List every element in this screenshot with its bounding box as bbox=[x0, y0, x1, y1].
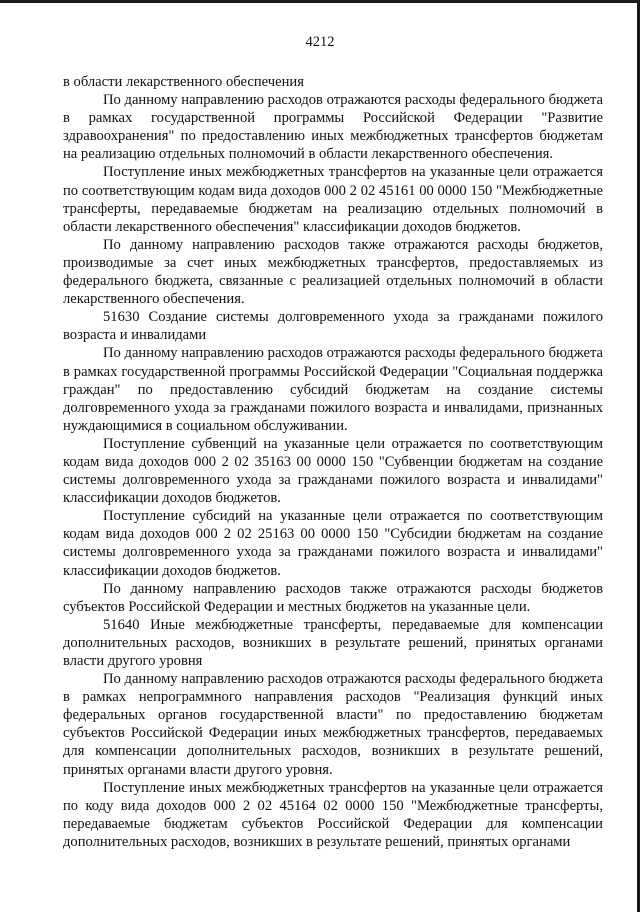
paragraph: По данному направлению расходов отражаются расходы федерального бюджета в рамках непрограммного направления расходов "Реализация функций иных федеральных органов государственной власти" по предоставлению бюджетам субъектов Российской Федерации иных межбюджетных трансфертов, передаваемых для компенсации дополнительных расходов, возникших в результате решений, принятых органами власти другого уровня. bbox=[63, 671, 603, 778]
paragraph: Поступление субсидий на указанные цели отражается по соответствующим кодам вида доходов 000 2 02 25163 00 0000 150 "Субсидии бюджетам на создание системы долговременного ухода за гражданами пожилого возраста и инвалидами" классификации доходов бюджетов. bbox=[63, 508, 603, 579]
paragraph: По данному направлению расходов также отражаются расходы бюджетов, производимые за счет иных межбюджетных трансфертов, предоставляемых из федерального бюджета, связанные с реализацией отдельных полномочий в области лекарственного обеспечения. bbox=[63, 236, 603, 308]
page-number: 4212 bbox=[305, 34, 335, 50]
paragraph: По данному направлению расходов отражаются расходы федерального бюджета в рамках государственной программы Российской Федерации "Развитие здравоохранения" по предоставлению иных межбюджетных трансфертов бюджетам на реализацию отдельных полномочий в области лекарственного обеспечения. bbox=[63, 92, 603, 163]
section-heading-51630: 51630 Создание системы долговременного ухода за гражданами пожилого возраста и инвалидами bbox=[63, 309, 603, 344]
scan-edge-top bbox=[0, 0, 640, 3]
body-text bbox=[63, 73, 603, 851]
paragraph: Поступление иных межбюджетных трансфертов на указанные цели отражается по соответствующим кодам вида доходов 000 2 02 45161 00 0000 150 "Межбюджетные трансферты, передаваемые бюджетам на реализацию отдельных полномочий в области лекарственного обеспечения" классификации доходов бюджетов. bbox=[63, 164, 603, 235]
section-heading-51640: 51640 Иные межбюджетные трансферты, передаваемые для компенсации дополнительных расходов, возникших в результате решений, принятых органами власти другого уровня bbox=[63, 616, 603, 669]
paragraph: Поступление иных межбюджетных трансфертов на указанные цели отражается по коду вида доходов 000 2 02 45164 02 0000 150 "Межбюджетные трансферты, передаваемые бюджетам субъектов Российской Федерации для компенсации дополнительных расходов, возникших в результате решений, принятых органами bbox=[63, 779, 603, 850]
paragraph: По данному направлению расходов также отражаются расходы бюджетов субъектов Российской Федерации и местных бюджетов на указанные цели. bbox=[63, 580, 603, 615]
paragraph-continuation: в области лекарственного обеспечения bbox=[63, 74, 304, 90]
paragraph: Поступление субвенций на указанные цели отражается по соответствующим кодам вида доходов 000 2 02 35163 00 0000 150 "Субвенции бюджетам на создание системы долговременного ухода за гражданами пожилого возраста и инвалидами" классификации доходов бюджетов. bbox=[63, 435, 603, 507]
paragraph: По данному направлению расходов отражаются расходы федерального бюджета в рамках государственной программы Российской Федерации "Социальная поддержка граждан" по предоставлению субсидий бюджетам на создание системы долговременного ухода за гражданами пожилого возраста и инвалидами, признанных нуждающимися в социальном обслуживании. bbox=[63, 345, 603, 434]
